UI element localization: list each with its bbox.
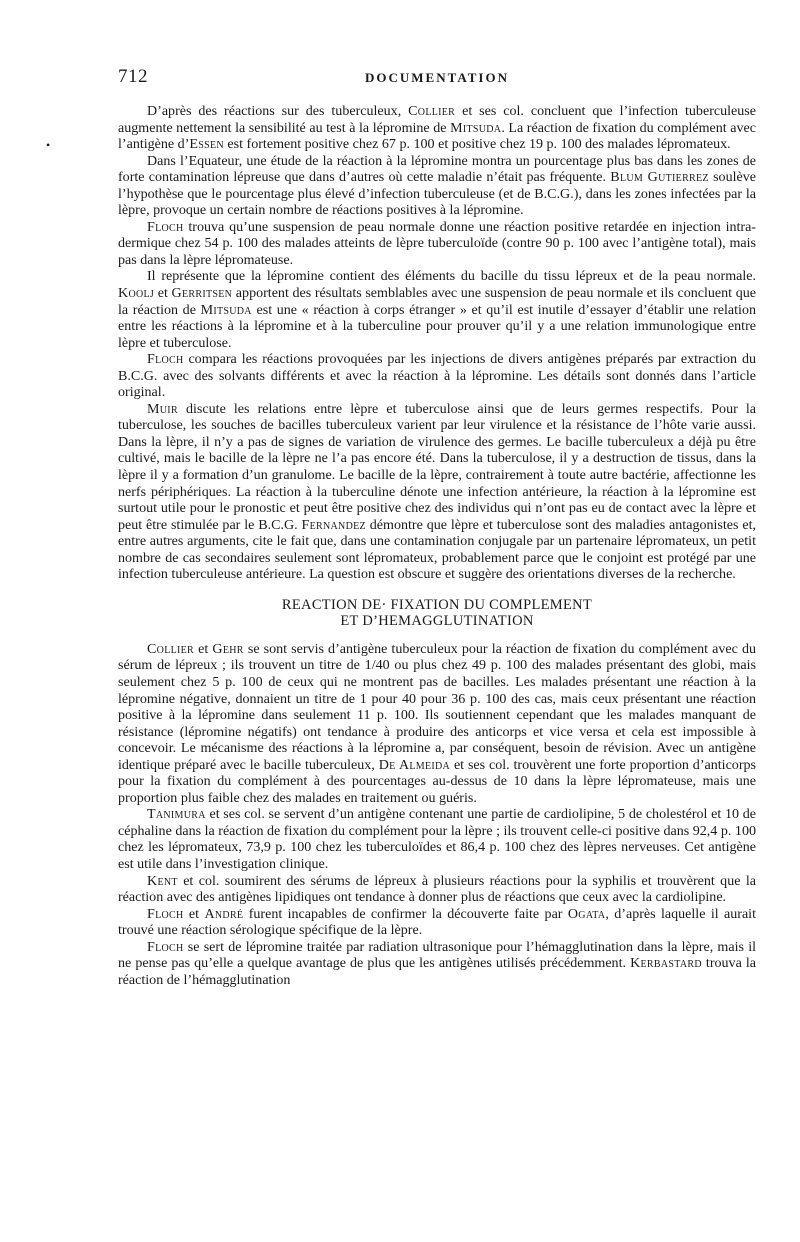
author-name: Blum Gutierrez (610, 169, 709, 186)
paragraph-text: et col. soumirent des sérums de lépreux à plusieurs réactions pour la syphilis et trouvèrent que la réaction avec des antigènes lipidiques ont tendance à donner plus de réactions que ceux avec la cardiolipine. (118, 872, 756, 906)
paragraph-text: compara les réactions provoquées par les injections de divers antigènes préparés par extraction du B.C.G. avec des solvants différents et avec la réaction à la lépromine. Les détails sont donnés dans l’article original. (118, 351, 756, 401)
paragraph-text: trouva la réaction de l’hémagglutination (118, 955, 757, 988)
paragraph-text: démontre que lèpre et tuberculose sont des maladies antagonistes et, entre autres arguments, cite le fait que, dans une contamination conjugale par un partenaire lépromateux, un petit nombre de cas secondaires seulement sont lépromateux, probablement parce que le conjoint est protégé par une infection tuberculeuse antérieure. La question est obscure et suggère des orientations diverses de la recherche. (118, 516, 757, 583)
paragraph (118, 268, 756, 351)
author-name: Koolj (118, 285, 155, 302)
document-body (118, 103, 756, 988)
paragraph (118, 806, 756, 872)
section-heading-line-1: REACTION DE· FIXATION DU COMPLEMENT (281, 596, 593, 613)
author-name: Floch (147, 905, 184, 922)
paragraph-text: , d’après laquelle il aurait trouvé une réaction sérologique spécifique de la lèpre. (118, 905, 756, 939)
page-number: 712 (118, 66, 148, 87)
paragraph-text: trouva qu’une suspension de peau normale donne une réaction positive retardée en injection intra-dermique chez 54 p. 100 des malades atteints de lèpre tuberculoïde (contre 90 p. 100 avec l’antigène total), mais pas dans la lèpre lépromateuse. (118, 218, 756, 268)
paragraph-text: furent incapables de confirmer la découverte faite par (243, 905, 568, 922)
paragraph (118, 939, 756, 989)
author-name: Collier (147, 640, 195, 657)
paragraph-text: se sont servis d’antigène tuberculeux pour la réaction de fixation du complément avec du sérum de lépreux ; ils trouvent un titre de 1/40 ou plus chez 49 p. 100 des malades présentant des globi, mais seulement chez 5 p. 100 de ceux qui ne montrent pas de bacilles. Les malades présentant une réaction à la lépromine négative, donnaient un titre de 1 pour 40 pour 36 p. 100 des cas, mais ceux présentant une réaction positive à la lépromine dans seulement 11 p. 100. Ils soutiennent cependant que les malades manquant de résistance (lépromine négatifs) ont tendance à produire des anticorps et vice versa et cela est impossible à concevoir. Le mécanisme des réactions à la lépromine a, par conséquent, besoin de révision. Avec un antigène identique préparé avec le bacille tuberculeux, (118, 640, 756, 773)
paragraph-text: . La réaction de fixation du complément avec l’antigène d’ (118, 119, 756, 153)
author-name: Floch (147, 218, 184, 235)
author-name: Mitsuda (450, 119, 502, 136)
author-name: Gehr (212, 640, 244, 657)
author-name: André (204, 905, 244, 922)
paragraph (118, 401, 756, 583)
paragraph (118, 906, 756, 939)
paragraph-text: et (154, 285, 172, 302)
running-title: DOCUMENTATION (365, 70, 509, 85)
author-name: Floch (147, 351, 184, 368)
paragraph-text: discute les relations entre lèpre et tuberculose ainsi que de leurs germes respectifs. Pour la tuberculose, les souches de bacilles tuberculeux varient par leur virulence et la résistance de l’hôte varie aussi. Dans la lèpre, il n’y a pas de signes de variation de virulence des germes. Le bacille tuberculeux a déjà pu être cultivé, mais le bacille de la lèpre ne l’a pas encore été. Dans la tuberculose, il y a destruction de tissus, dans la lèpre il y a formation d’un granulome. Le bacille de la lèpre, contrairement à toute autre bactérie, affectionne les nerfs périphériques. La réaction à la tuberculine dénote une infection antérieure, la réaction à la lépromine est surtout utile pour le pronostic et peut être positive chez des individus qui n’ont pas eu de contact avec la lèpre et peut être stimulée par le B.C.G. (118, 400, 756, 533)
paragraph-text: et ses col. se servent d’un antigène contenant une partie de cardiolipine, 5 de cholestérol et 10 de céphaline dans la réaction de fixation du complément pour la lèpre ; ils trouvent celle-ci positive dans 92,4 p. 100 chez les lépromateux, 73,9 p. 100 chez les tuberculoïdes et 86,4 p. 100 chez des lèpres nerveuses. Cet antigène est utile dans l’investigation clinique. (118, 806, 756, 872)
paragraph (118, 153, 756, 219)
section-heading (118, 597, 756, 629)
author-name: Kerbastard (630, 955, 702, 972)
paragraph-text: et ses col. concluent que l’infection tuberculeuse augmente nettement la sensibilité au test à la lépromine de (118, 103, 756, 136)
paragraph-text: Dans l’Equateur, une étude de la réaction à la lépromine montra un pourcentage plus bas dans les zones de forte contamination lépreuse que dans d’autres où cette maladie n’était pas fréquente. (118, 152, 756, 186)
author-name: Muir (147, 400, 178, 417)
paragraph (118, 351, 756, 401)
paragraph-text: soulève l’hypothèse que le pourcentage plus élevé d’infection tuberculeuse (et de B.C.G.), dans les zones infectées par la lèpre, provoque un certain nombre de réactions positives à la lépromine. (118, 169, 757, 219)
author-name: Ogata (567, 905, 606, 922)
paragraph (118, 641, 756, 806)
section-heading-line-2: ET D’HEMAGGLUTINATION (340, 612, 534, 629)
author-name: Mitsuda (200, 301, 252, 318)
page-header (118, 66, 756, 92)
paragraphs-before-section (118, 103, 756, 583)
paragraph-text: est une « réaction à corps étranger » et qu’il est inutile d’essayer d’établir une relation entre les réactions à la lépromine et à la tuberculine pour prouver qu’il y a une relation immunologique entre lèpre et tuberculose. (118, 301, 756, 351)
author-name: Kent (147, 872, 178, 889)
author-name: Tanimura (147, 806, 206, 823)
paragraph-text: et ses col. trouvèrent une forte proportion d’anticorps pour la fixation du complément à des pourcentages au-dessus de 10 dans la lèpre lépromateuse, mais une proportion plus faible chez des malades en traitement ou guéris. (118, 756, 756, 806)
paragraph (118, 219, 756, 269)
paragraph-text: D’après des réactions sur des tuberculeux, (147, 103, 409, 119)
paragraph-text: et (183, 905, 205, 922)
author-name: Floch (147, 938, 184, 955)
author-name: Collier (408, 103, 456, 119)
margin-mark: • (46, 138, 51, 152)
paragraphs-after-section (118, 641, 756, 988)
author-name: Gerritsen (171, 285, 233, 302)
paragraph (118, 873, 756, 906)
paragraph-text: et (194, 640, 213, 657)
paragraph-text: Il représente que la lépromine contient des éléments du bacille du tissu lépreux et de la peau normale. (147, 268, 756, 285)
paragraph (118, 103, 756, 153)
paragraph-text: apportent des résultats semblables avec une suspension de peau normale et ils concluent que la réaction de (118, 285, 756, 318)
author-name: Essen (189, 136, 224, 153)
paragraph-text: se sert de lépromine traitée par radiation ultrasonique pour l’hémagglutination dans la lèpre, mais il ne pense pas qu’elle a quelque avantage de plus que les antigènes utilisés précédemment. (118, 938, 756, 972)
paragraph-text: est fortement positive chez 67 p. 100 et positive chez 19 p. 100 des malades lépromateux. (223, 136, 731, 153)
author-name: Fernandez (301, 516, 366, 533)
author-name: De Almeida (378, 756, 451, 773)
